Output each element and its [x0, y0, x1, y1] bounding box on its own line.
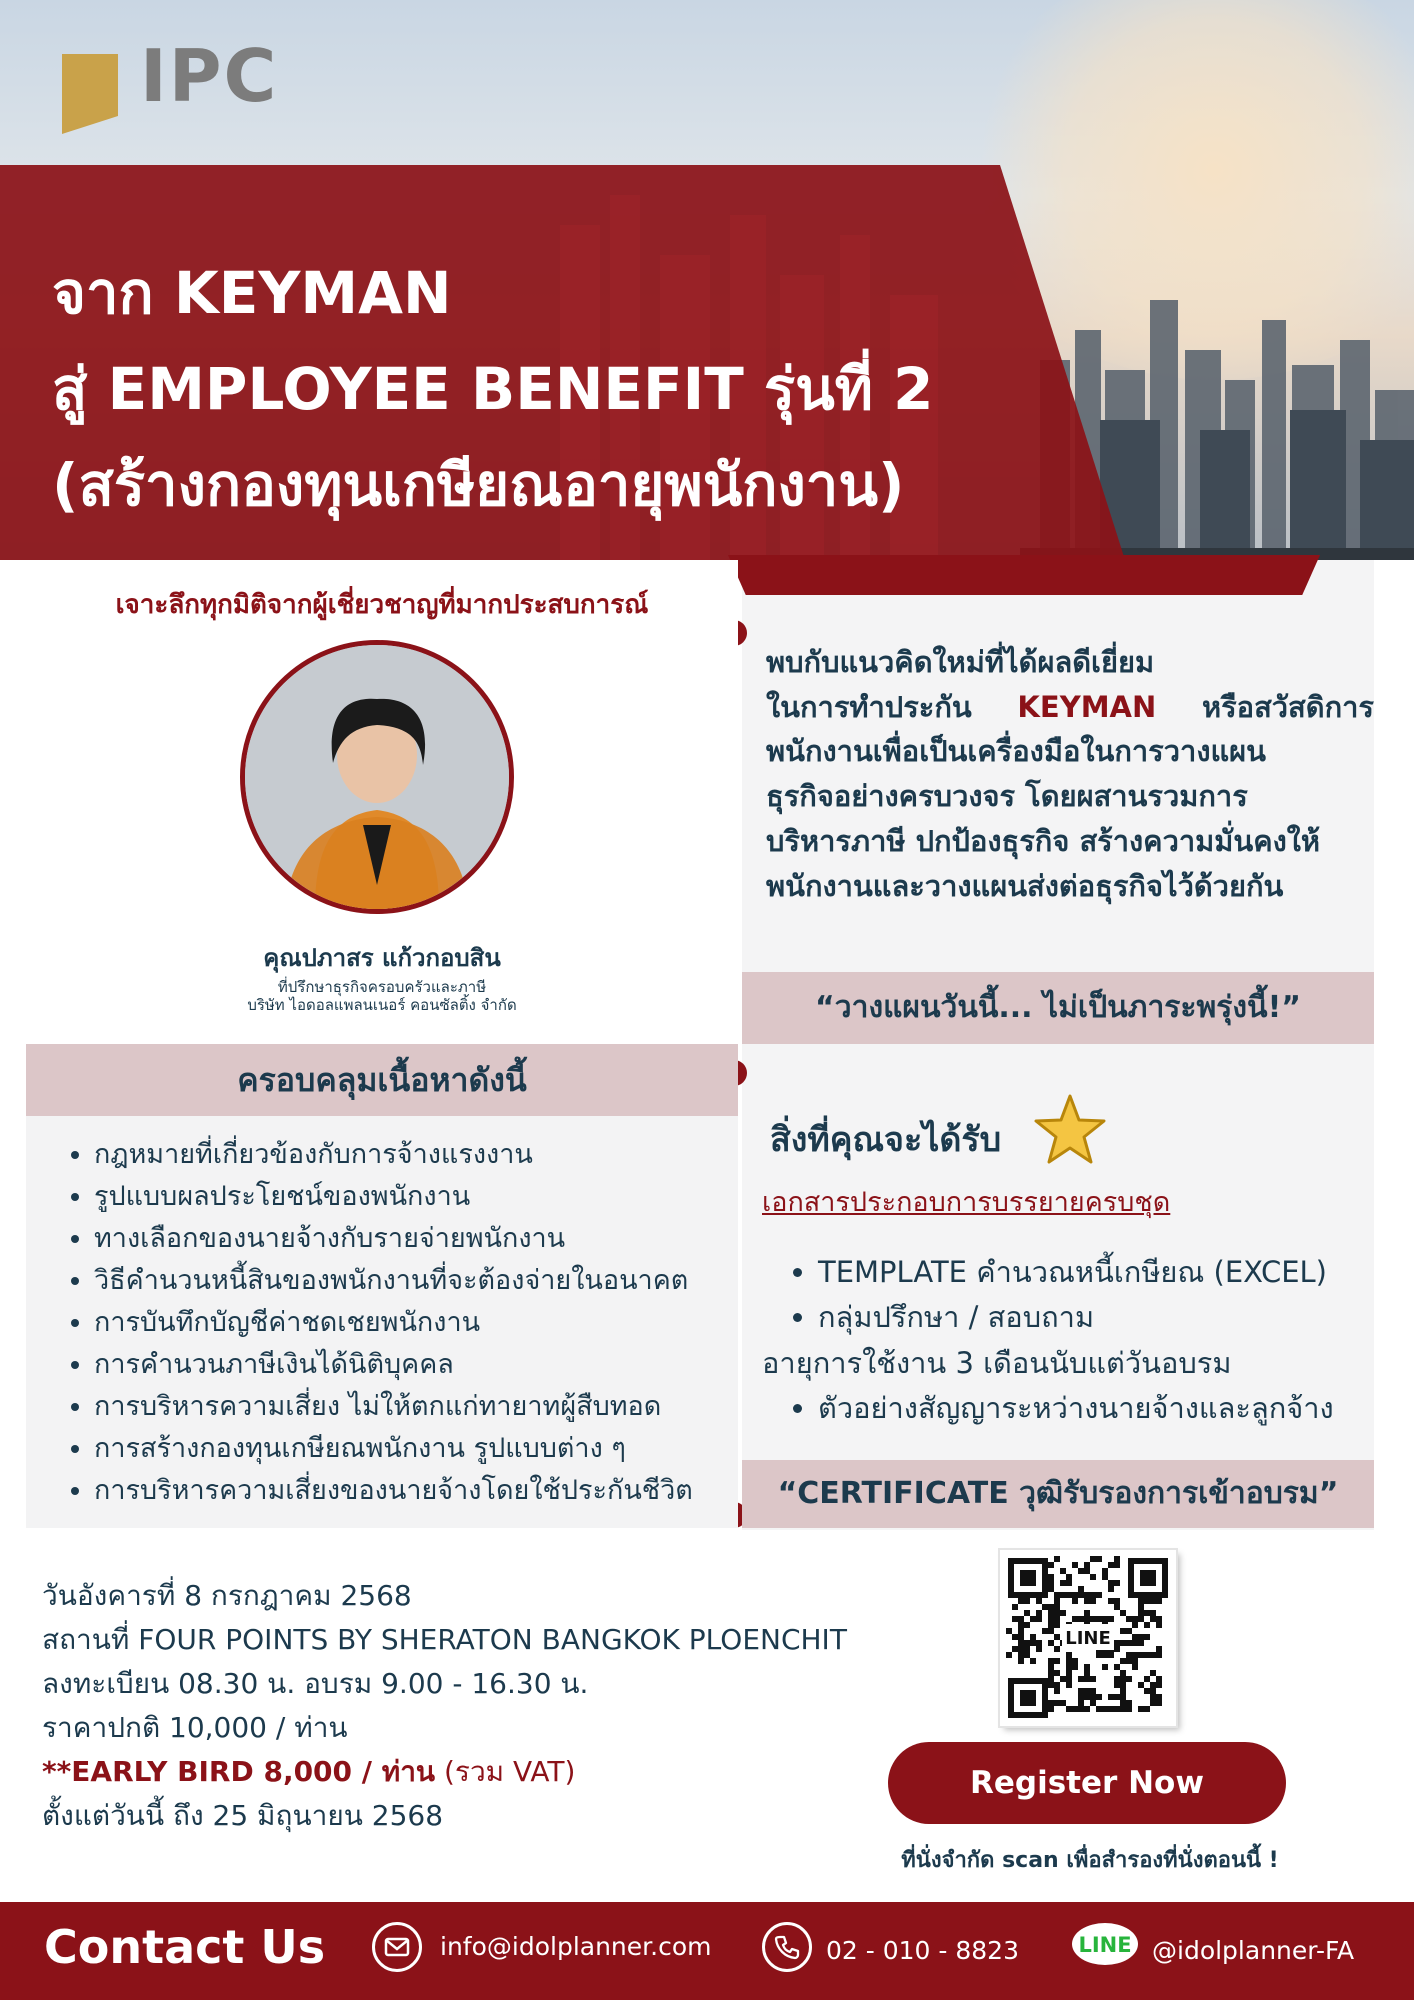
intro-line [766, 685, 1374, 730]
event-details [42, 1574, 902, 1838]
line-logo-text: LINE [1078, 1933, 1132, 1957]
intro-line: พนักงานเพื่อเป็นเครื่องมือในการวางแผน [766, 734, 1266, 769]
coverage-item: • วิธีคำนวนหนี้สินของพนักงานที่จะต้องจ่ายในอนาคต [94, 1260, 730, 1302]
coverage-item: • การสร้างกองทุนเกษียณพนักงาน รูปแบบต่าง ๆ [94, 1428, 730, 1470]
coverage-item: • กฎหมายที่เกี่ยวข้องกับการจ้างแรงงาน [94, 1134, 730, 1176]
qr-code-pattern [1000, 1550, 1176, 1726]
coverage-item: • การบันทึกบัญชีค่าชดเชยพนักงาน [94, 1302, 730, 1344]
intro-text: หรือสวัสดิการ [1201, 689, 1374, 724]
star-icon [1034, 1094, 1106, 1164]
event-venue: สถานที่ FOUR POINTS BY SHERATON BANGKOK PLOENCHIT [42, 1623, 847, 1656]
speaker-company-line: บริษัท ไอดอลแพลนเนอร์ คอนซัลติ้ง จำกัด [247, 996, 517, 1014]
contact-email[interactable]: info@idolplanner.com [440, 1932, 712, 1961]
email-icon [372, 1922, 422, 1972]
register-now-button[interactable]: Register Now [888, 1742, 1286, 1824]
ipc-logo-text: IPC [140, 34, 279, 118]
vat-note: (รวม VAT) [435, 1755, 576, 1788]
benefits-list-2 [772, 1386, 1372, 1431]
contact-phone[interactable]: 02 - 010 - 8823 [826, 1936, 1019, 1965]
speaker-photo [240, 640, 514, 914]
title-line: (สร้างกองทุนเกษียณอายุพนักงาน) [52, 451, 905, 519]
line-app-icon [1070, 1920, 1140, 1970]
contact-line-id[interactable]: @idolplanner-FA [1152, 1936, 1355, 1965]
intro-text: ในการทำประกัน [766, 689, 972, 724]
keyword-keyman: KEYMAN [1017, 689, 1157, 724]
page-title [52, 245, 1092, 533]
intro-line: พบกับแนวคิดใหม่ที่ได้ผลดีเยี่ยม [766, 645, 1155, 679]
speaker-role-line: ที่ปรึกษาธุรกิจครอบครัวและภาษี [277, 978, 487, 996]
event-time: ลงทะเบียน 08.30 น. อบรม 9.00 - 16.30 น. [42, 1667, 589, 1700]
expert-heading: เจาะลึกทุกมิติจากผู้เชี่ยวชาญที่มากประสบการณ์ [115, 590, 649, 620]
hero-background [0, 0, 1414, 560]
ipc-logo-mark [62, 54, 118, 134]
phone-icon [762, 1922, 812, 1972]
line-qr-code[interactable] [1000, 1550, 1176, 1726]
qr-line-label: LINE [1065, 1628, 1111, 1649]
benefits-title: สิ่งที่คุณจะได้รับ [770, 1120, 1002, 1160]
benefit-item: • ตัวอย่างสัญญาระหว่างนายจ้างและลูกจ้าง [818, 1386, 1372, 1431]
phone-handset-icon [765, 1925, 809, 1969]
title-line: สู่ EMPLOYEE BENEFIT รุ่นที่ 2 [52, 355, 934, 423]
benefits-list [772, 1250, 1372, 1340]
early-bird-deadline: ตั้งแต่วันนี้ ถึง 25 มิถุนายน 2568 [42, 1799, 444, 1832]
intro-paragraph [766, 640, 1374, 908]
red-tab-divider [728, 555, 1320, 595]
coverage-item: • รูปแบบผลประโยชน์ของพนักงาน [94, 1176, 730, 1218]
contact-title: Contact Us [44, 1920, 326, 1974]
title-line: จาก KEYMAN [52, 259, 452, 327]
regular-price: ราคาปกติ 10,000 / ท่าน [42, 1711, 348, 1744]
intro-line: ธุรกิจอย่างครบวงจร โดยผสานรวมการ [766, 779, 1248, 814]
coverage-item: • การบริหารความเสี่ยงของนายจ้างโดยใช้ประกันชีวิต [94, 1470, 730, 1512]
speaker-portrait [245, 645, 509, 909]
line-logo-icon [1070, 1920, 1140, 1970]
early-bird-price [42, 1750, 902, 1794]
slogan-quote: “วางแผนวันนี้... ไม่เป็นภาระพรุ่งนี้!” [742, 972, 1374, 1044]
intro-line: บริหารภาษี ปกป้องธุรกิจ สร้างความมั่นคงให้ [766, 823, 1321, 858]
course-documents-link[interactable]: เอกสารประกอบการบรรยายครบชุด [762, 1187, 1171, 1218]
speaker-name: คุณปภาสร แก้วกอบสิน [263, 944, 501, 972]
early-bird-label: **EARLY BIRD 8,000 / ท่าน [42, 1755, 436, 1788]
seat-limit-note: ที่นั่งจำกัด scan เพื่อสำรองที่นั่งตอนนี้ ! [901, 1848, 1279, 1873]
coverage-item: • การคำนวนภาษีเงินได้นิติบุคคล [94, 1344, 730, 1386]
event-date: วันอังคารที่ 8 กรกฎาคม 2568 [42, 1579, 412, 1612]
usage-period-note: อายุการใช้งาน 3 เดือนนับแต่วันอบรม [762, 1346, 1232, 1380]
benefit-item: • กลุ่มปรึกษา / สอบถาม [818, 1295, 1372, 1340]
certificate-quote: “CERTIFICATE วุฒิรับรองการเข้าอบรม” [742, 1460, 1374, 1528]
envelope-icon [375, 1925, 419, 1969]
intro-line: พนักงานและวางแผนส่งต่อธุรกิจไว้ด้วยกัน [766, 868, 1284, 903]
coverage-heading: ครอบคลุมเนื้อหาดังนี้ [26, 1044, 738, 1116]
benefit-item: • TEMPLATE คำนวณหนี้เกษียณ (EXCEL) [818, 1250, 1372, 1295]
coverage-item: • ทางเลือกของนายจ้างกับรายจ่ายพนักงาน [94, 1218, 730, 1260]
coverage-list [60, 1134, 730, 1512]
speaker-title [26, 978, 738, 1014]
coverage-item: • การบริหารความเสี่ยง ไม่ให้ตกแก่ทายาทผู้สืบทอด [94, 1386, 730, 1428]
